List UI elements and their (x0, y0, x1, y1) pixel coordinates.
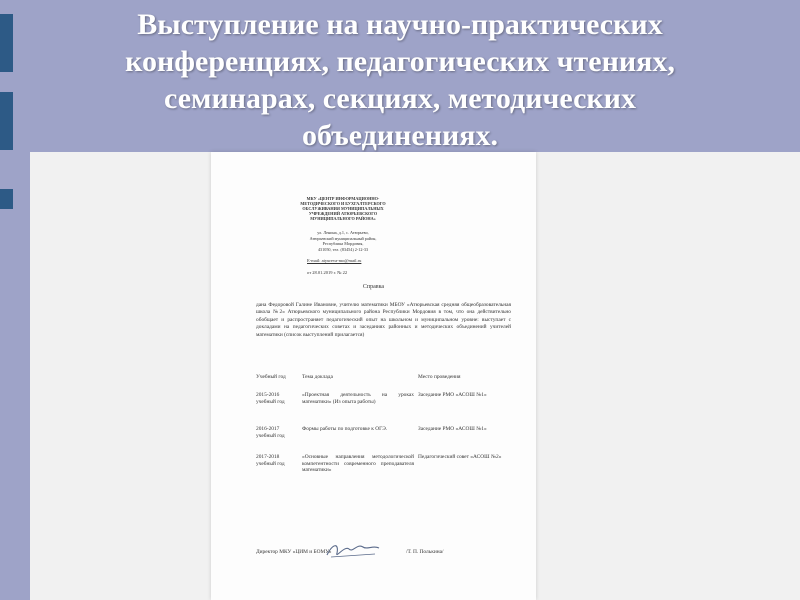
address-line: Республика Мордовия, (322, 241, 364, 247)
certificate-document (211, 152, 536, 600)
director-name: /Т. П. Полькина/ (406, 549, 444, 555)
org-address (273, 230, 413, 252)
left-decor-strip (0, 0, 30, 600)
org-header-line: УЧРЕЖДЕНИЙ АТЮРЬЕВСКОГО (308, 211, 378, 216)
org-header-line: МУНИЦИПАЛЬНОГО РАЙОНА» (310, 216, 376, 221)
document-heading: Справка (362, 284, 385, 290)
topic-cell: «Основные направления методологической компетентности современного преподавателя математики» (302, 454, 414, 474)
document-body: дана Федоровой Галине Ивановне, учителю математики МБОУ «Атюрьевская средняя общеобразовательная школа №2» Атюрьевского муниципального района Республики Мордовия в том, что она действительно обобщает и распространяет педагогический опыт на школьном и муниципальном уровне: выступает с докладами на педагогических советах и заседаниях районных и методических объединений учителей математики (список выступлений прилагается) (256, 302, 511, 338)
accent-bar (0, 92, 13, 150)
org-header-line: МКУ «ЦЕНТР ИНФОРМАЦИОННО- (306, 196, 380, 201)
org-header-line: ОБСЛУЖИВАНИЯ МУНИЦИПАЛЬНЫХ (302, 206, 384, 211)
signature-image (323, 539, 383, 561)
topic-cell: Формы работы по подготовке к ОГЭ. (302, 426, 388, 432)
address-line: ул. Ленина, д.1, с. Атюрьево, (317, 230, 369, 235)
column-header: Учебный год (256, 374, 286, 380)
year-cell: 2015-2016 учебный год (256, 392, 285, 405)
column-header: Тема доклада (302, 374, 333, 380)
org-header (273, 196, 413, 221)
title-line: Выступление на научно-практических (137, 8, 663, 41)
title-line: объединениях. (301, 119, 499, 152)
address-line: Атюрьевский муниципальный район, (309, 235, 377, 241)
document-ref: от 28.01.2019 г. № 22 (307, 270, 348, 275)
title-line: семинарах, секциях, методических (164, 82, 636, 115)
director-title: Директор МКУ «ЦИМ и БОМУ» (256, 549, 332, 555)
org-email: E-mail: atyureva-mo@mail.ru (307, 258, 362, 263)
slide-title (40, 6, 760, 154)
place-cell: Заседание РМО «АСОШ №1» (418, 426, 487, 432)
address-line: 431050, тел. (83454) 2-12-33 (317, 246, 369, 252)
place-cell: Заседание РМО «АСОШ №1» (418, 392, 487, 398)
column-header: Место проведения (418, 374, 461, 380)
year-cell: 2017-2018 учебный год (256, 454, 285, 467)
year-cell: 2016-2017 учебный год (256, 426, 285, 439)
org-header-line: МЕТОДИЧЕСКОГО И БУХГАЛТЕРСКОГО (300, 201, 386, 206)
place-cell: Педагогический совет «АСОШ №2» (418, 454, 502, 460)
topic-cell: «Проектная деятельность на уроках математики» (Из опыта работы) (302, 392, 414, 405)
accent-bar (0, 14, 13, 72)
title-line: конференциях, педагогических чтениях, (125, 45, 675, 78)
accent-bar (0, 189, 13, 209)
